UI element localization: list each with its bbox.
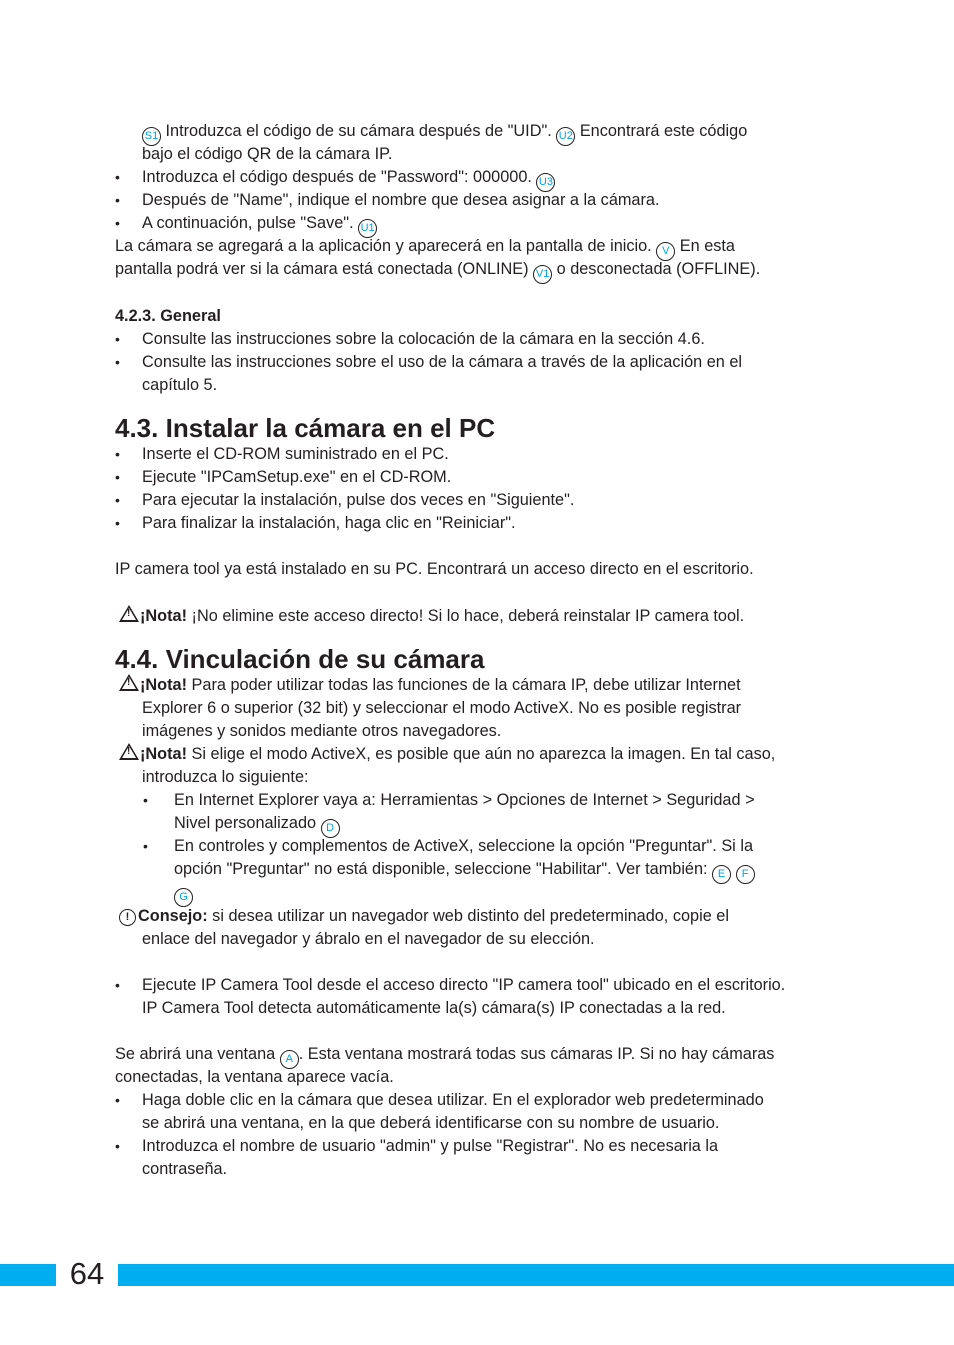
bullet-line xyxy=(142,351,742,373)
text: La cámara se agregará a la aplicación y aparecerá en la pantalla de inicio. xyxy=(115,237,657,255)
text: 4.3. Instalar la cámara en el PC xyxy=(115,413,496,443)
footer-bar-right xyxy=(118,1264,954,1286)
text: Nivel personalizado xyxy=(174,814,321,832)
bullet-line xyxy=(142,1089,764,1111)
text: bajo el código QR de la cámara IP. xyxy=(142,145,393,163)
figure-reference-marker: U1 xyxy=(358,219,377,238)
bullet-line xyxy=(142,166,555,188)
text: . Esta ventana mostrará todas sus cámaras IP. Si no hay cámaras xyxy=(298,1045,775,1063)
text-line xyxy=(115,235,735,257)
section-heading xyxy=(115,644,484,674)
note-line xyxy=(142,766,309,788)
text-line xyxy=(115,558,754,580)
figure-reference-marker: S1 xyxy=(142,127,161,146)
warning-icon xyxy=(119,605,139,622)
figure-reference-marker: F xyxy=(736,865,755,884)
figure-reference-marker: G xyxy=(174,888,193,907)
text: IP camera tool ya está instalado en su PC. Encontrará un acceso directo en el escritorio. xyxy=(115,560,754,578)
text: A continuación, pulse "Save". xyxy=(142,214,359,232)
text: Consulte las instrucciones sobre la colocación de la cámara en la sección 4.6. xyxy=(142,330,705,348)
text: En controles y complementos de ActiveX, seleccione la opción "Preguntar". Si la xyxy=(174,837,753,855)
figure-reference-marker: A xyxy=(280,1050,299,1069)
subbullet-line xyxy=(174,858,755,880)
text: enlace del navegador y ábralo en el navegador de su elección. xyxy=(142,930,595,948)
note-label: ¡Nota! xyxy=(140,676,188,694)
figure-reference-marker: E xyxy=(712,865,731,884)
section-heading xyxy=(115,413,495,443)
bullet-line xyxy=(142,374,217,396)
subsection-heading xyxy=(115,305,221,327)
text: Se abrirá una ventana xyxy=(115,1045,280,1063)
text: 4.2.3. General xyxy=(115,307,221,325)
text: contraseña. xyxy=(142,1160,228,1178)
text: Introduzca el código de su cámara después de "UID". xyxy=(161,122,557,140)
bullet-line xyxy=(142,189,660,211)
text: En Internet Explorer vaya a: Herramientas > Opciones de Internet > Seguridad > xyxy=(174,791,755,809)
figure-reference-marker: U3 xyxy=(536,173,555,192)
subbullet-line xyxy=(174,812,340,834)
text: pantalla podrá ver si la cámara está conectada (ONLINE) xyxy=(115,260,534,278)
figure-reference-marker: V1 xyxy=(533,265,552,284)
text: Ejecute IP Camera Tool desde el acceso directo "IP camera tool" ubicado en el escritorio. xyxy=(142,976,786,994)
text-line xyxy=(115,1043,774,1065)
bullet-line xyxy=(142,466,451,488)
text: En esta xyxy=(675,237,735,255)
bullet-icon: • xyxy=(115,331,120,347)
bullet-icon: • xyxy=(115,446,120,462)
text: Si elige el modo ActiveX, es posible que aún no aparezca la imagen. En tal caso, xyxy=(187,745,776,763)
bullet-icon: • xyxy=(115,515,120,531)
text: Explorer 6 o superior (32 bit) y seleccionar el modo ActiveX. No es posible registrar xyxy=(142,699,742,717)
text-line xyxy=(142,143,392,165)
text: Para finalizar la instalación, haga clic en "Reiniciar". xyxy=(142,514,516,532)
note-label: ¡Nota! xyxy=(140,607,188,625)
text: capítulo 5. xyxy=(142,376,218,394)
bullet-line xyxy=(142,997,726,1019)
bullet-icon: • xyxy=(115,1092,120,1108)
text: Haga doble clic en la cámara que desea utilizar. En el explorador web predeterminado xyxy=(142,1091,764,1109)
bullet-icon: • xyxy=(115,354,120,370)
bullet-line xyxy=(142,1158,227,1180)
bullet-icon: • xyxy=(143,838,148,854)
bullet-line xyxy=(142,212,377,234)
text: Introduzca el código después de "Password": 000000. xyxy=(142,168,537,186)
text: Ejecute "IPCamSetup.exe" en el CD-ROM. xyxy=(142,468,452,486)
bullet-line xyxy=(142,489,574,511)
note-line xyxy=(142,928,595,950)
bullet-icon: • xyxy=(115,977,120,993)
text xyxy=(731,860,736,878)
text: Consulte las instrucciones sobre el uso de la cámara a través de la aplicación en el xyxy=(142,353,743,371)
text: imágenes y sonidos mediante otros navegadores. xyxy=(142,722,502,740)
bullet-line xyxy=(142,1112,719,1134)
page-number: 64 xyxy=(60,1254,114,1294)
bullet-line xyxy=(142,1135,718,1157)
text: opción "Preguntar" no está disponible, seleccione "Habilitar". Ver también: xyxy=(174,860,713,878)
text: IP Camera Tool detecta automáticamente la(s) cámara(s) IP conectadas a la red. xyxy=(142,999,726,1017)
note-line xyxy=(142,720,501,742)
footer-bar-left xyxy=(0,1264,56,1286)
bullet-line xyxy=(142,328,705,350)
note-line xyxy=(119,743,775,765)
text: Para poder utilizar todas las funciones de la cámara IP, debe utilizar Internet xyxy=(187,676,741,694)
bullet-line xyxy=(142,512,516,534)
bullet-icon: • xyxy=(115,215,120,231)
text: Introduzca el nombre de usuario "admin" y pulse "Registrar". No es necesaria la xyxy=(142,1137,719,1155)
figure-reference-marker: D xyxy=(321,819,340,838)
text: Para ejecutar la instalación, pulse dos veces en "Siguiente". xyxy=(142,491,575,509)
bullet-icon: • xyxy=(115,169,120,185)
text: Encontrará este código xyxy=(575,122,748,140)
figure-reference-marker: V xyxy=(656,242,675,261)
bullet-icon: • xyxy=(115,492,120,508)
text: conectadas, la ventana aparece vacía. xyxy=(115,1068,394,1086)
bullet-icon: • xyxy=(143,792,148,808)
subbullet-line xyxy=(174,835,753,857)
note-line xyxy=(119,674,741,696)
text: si desea utilizar un navegador web distinto del predeterminado, copie el xyxy=(207,907,729,925)
note-line xyxy=(142,697,741,719)
bullet-icon: • xyxy=(115,469,120,485)
text: se abrirá una ventana, en la que deberá identificarse con su nombre de usuario. xyxy=(142,1114,720,1132)
warning-icon xyxy=(119,674,139,691)
note-line xyxy=(119,905,729,927)
note-label: ¡Nota! xyxy=(140,745,188,763)
text: ¡No elimine este acceso directo! Si lo hace, deberá reinstalar IP camera tool. xyxy=(187,607,745,625)
note-line xyxy=(119,605,744,627)
text: Después de "Name", indique el nombre que desea asignar a la cámara. xyxy=(142,191,660,209)
text-line xyxy=(115,258,760,280)
figure-reference-marker: U2 xyxy=(556,127,575,146)
bullet-icon: • xyxy=(115,1138,120,1154)
bullet-icon: • xyxy=(115,192,120,208)
text: Inserte el CD-ROM suministrado en el PC. xyxy=(142,445,449,463)
subbullet-line xyxy=(174,881,193,903)
text-line xyxy=(115,1066,394,1088)
warning-icon xyxy=(119,743,139,760)
note-label: Consejo: xyxy=(138,907,208,925)
subbullet-line xyxy=(174,789,755,811)
text: introduzca lo siguiente: xyxy=(142,768,309,786)
bullet-line xyxy=(142,443,449,465)
text: o desconectada (OFFLINE). xyxy=(552,260,761,278)
text: 4.4. Vinculación de su cámara xyxy=(115,644,485,674)
text-line xyxy=(142,120,747,142)
bullet-line xyxy=(142,974,785,996)
tip-icon: ! xyxy=(119,909,136,926)
